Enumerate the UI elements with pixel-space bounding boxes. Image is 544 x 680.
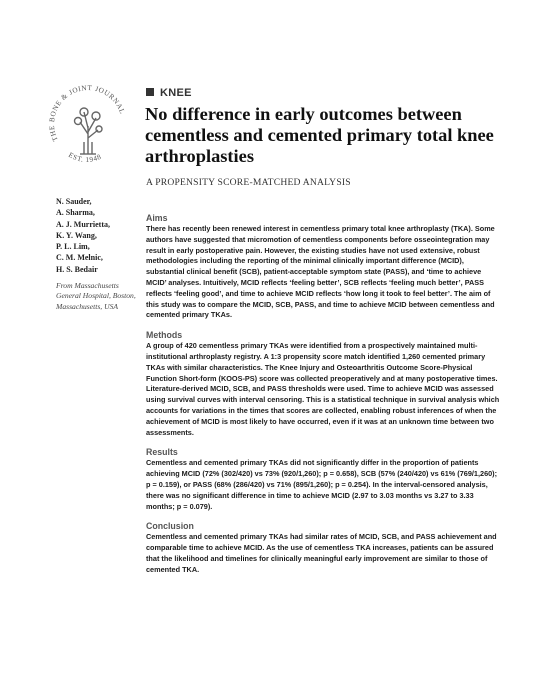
svg-text:EST. 1948 <box>67 151 103 164</box>
logo-est-year: EST. 1948 <box>67 150 103 165</box>
section-body: A group of 420 cementless primary TKAs were identified from a prospectively maintained multi-institutional arthroplasty registry. A 1:3 propensity score match identified 1,260 cemented primary TKAs with similar characteristics. The Knee Injury and Osteoarthritis Outcome Score-Physical Function Short-form (KOOS-PS) score was collected preoperatively and at many postoperative times. Literature-derived MCID, SCB, and PASS thresholds were used. Time to achieve MCID was assessed using survival curves with interval censoring. This is a statistical technique in survival analysis which accounts for variations in the times that scores are collected, enabling robust inferences of when the achievement of MCID is most likely to have occurred, even if it was at an unknown time between two assessments. <box>146 341 500 437</box>
section-label <box>146 87 192 99</box>
section-heading: Aims <box>146 213 168 223</box>
section-body: Cementless and cemented primary TKAs had similar rates of MCID, SCB, and PASS achievement and comparable time to achieve MCID. As the use of cementless TKA increases, patients can be assured that the likelihood and timelines for clinically meaningful early improvement are similar to those of cemented TKA. <box>146 532 497 574</box>
abstract-section-results <box>146 446 500 512</box>
author-name: A. J. Murrietta, <box>56 219 110 229</box>
abstract-section-methods <box>146 329 500 438</box>
tree-emblem-icon <box>75 108 103 154</box>
logo-journal-name: THE BONE & JOINT JOURNAL <box>48 84 127 143</box>
section-heading: Conclusion <box>146 521 194 532</box>
journal-logo <box>48 82 130 174</box>
author-list <box>56 196 142 312</box>
author-name: H. S. Bedair <box>56 264 98 274</box>
author-name: N. Sauder, <box>56 197 92 206</box>
article-title: No difference in early outcomes between cementless and cemented primary total knee arthroplasties <box>145 104 494 166</box>
section-body: There has recently been renewed interest in cementless primary total knee arthroplasty (TKA). Some authors have suggested that micromotion of cementless components before osseointegration may result in early postoperative pain. However, the existing studies have not used extensive, robust methodologies including the reporting of the minimal clinically important difference (MCID), substantial clinical benefit (SCB), patient-acceptable symptom state (PASS), and ‘time to achieve MCID’ analyses. Intuitively, MCID reflects ‘feeling better’, SCB reflects ‘feeling much better’, PASS reflects ‘feeling good’, and time to achieve MCID reflects ‘how long it took to feel better’. The aim of this study was to compare the MCID, SCB, PASS, and time to achieve MCID between cementless and cemented primary TKAs. <box>146 224 495 320</box>
affiliation: From Massachusetts General Hospital, Boston, Massachusetts, USA <box>56 281 136 311</box>
author-name: K. Y. Wang, <box>56 230 97 240</box>
section-heading: Results <box>146 447 178 458</box>
abstract-section-aims <box>146 212 500 321</box>
author-name: C. M. Melnic, <box>56 253 103 263</box>
section-label-text: KNEE <box>160 87 192 99</box>
author-name: P. L. Lim, <box>56 242 90 252</box>
square-bullet-icon <box>146 88 154 96</box>
abstract-section-conclusion <box>146 520 500 575</box>
author-name: A. Sharma, <box>56 208 95 218</box>
section-body: Cementless and cemented primary TKAs did not significantly differ in the proportion of patients achieving MCID (72% (302/420) vs 73% (920/1,260); p = 0.658), SCB (57% (240/420) vs 61% (769/1,260); p = 0.159), or PASS (68% (286/420) vs 71% (895/1,260); p = 0.254). In the interval-censored analysis, there was no significant difference in time to achieve MCID (2.97 to 3.03 months vs 3.27 to 3.33 months; p = 0.079). <box>146 458 498 511</box>
abstract <box>146 212 500 584</box>
article-subtitle: A PROPENSITY SCORE-MATCHED ANALYSIS <box>146 177 351 188</box>
section-heading: Methods <box>146 330 183 341</box>
